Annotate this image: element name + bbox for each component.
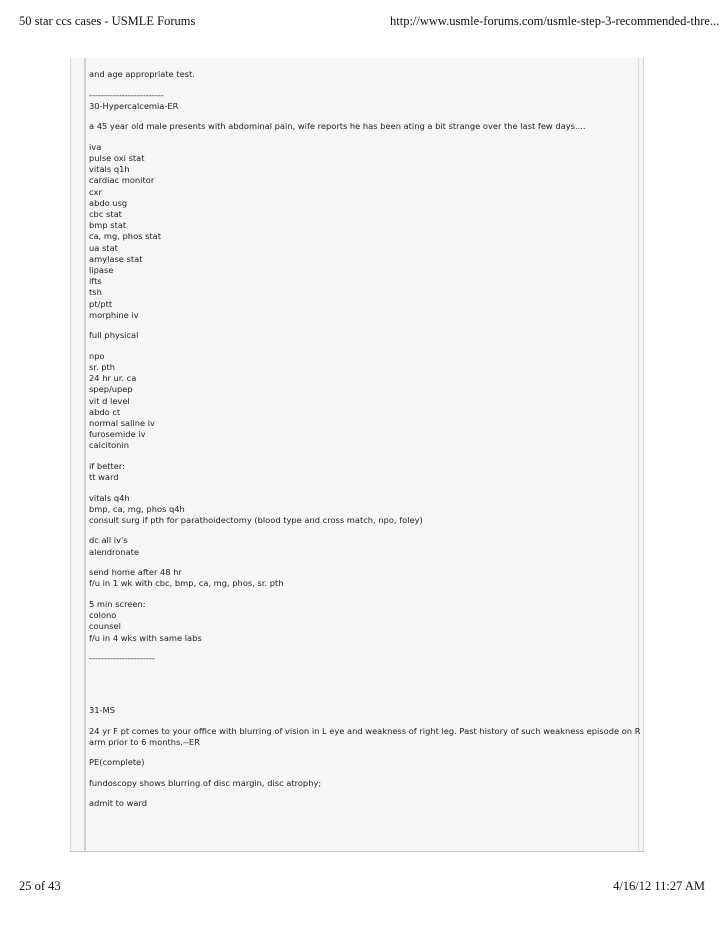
text-line: send home after 48 hr xyxy=(89,567,182,578)
text-line: abdo ct xyxy=(89,406,121,417)
text-line: vitals q1h xyxy=(89,164,130,175)
text-block xyxy=(89,705,641,716)
text-line: lfts xyxy=(89,276,102,287)
text-block xyxy=(89,69,641,80)
page-url: http://www.usmle-forums.com/usmle-step-3-recommended-thre... xyxy=(390,14,720,28)
text-block xyxy=(89,90,641,112)
text-line: pt/ptt xyxy=(89,298,113,309)
text-line: morphine iv xyxy=(89,309,139,320)
text-line: vitals q4h xyxy=(89,492,130,503)
post-left-border xyxy=(84,58,86,851)
text-line: tt ward xyxy=(89,472,119,483)
text-line: ca, mg, phos stat xyxy=(89,231,162,242)
text-line: colono xyxy=(89,610,117,621)
text-block xyxy=(89,674,641,696)
text-line: alendronate xyxy=(89,546,140,557)
text-line: bmp, ca, mg, phos q4h xyxy=(89,503,185,514)
text-line: iva xyxy=(89,141,102,152)
post-bottom-border xyxy=(70,851,644,852)
text-line: a 45 year old male presents with abdominal pain, wife reports he has been ating a bit strange over the last few days.... xyxy=(89,121,586,132)
text-block xyxy=(89,535,641,557)
text-line: dc all iv's xyxy=(89,535,128,546)
text-block xyxy=(89,330,641,341)
text-line xyxy=(89,685,641,696)
text-block xyxy=(89,351,641,452)
document-title: 50 star ccs cases - USMLE Forums xyxy=(19,14,196,28)
text-line: cxr xyxy=(89,186,102,197)
text-line: pulse oxi stat xyxy=(89,152,145,163)
text-block xyxy=(89,142,641,321)
text-block xyxy=(89,798,641,809)
text-line: if better: xyxy=(89,460,125,471)
text-line: 5 min screen: xyxy=(89,598,146,609)
text-line xyxy=(89,674,641,685)
text-block xyxy=(89,778,641,789)
text-line: calcitonin xyxy=(89,440,129,451)
text-block xyxy=(89,461,641,483)
text-line: ------------------------- xyxy=(89,89,164,100)
text-line: ua stat xyxy=(89,242,118,253)
text-line: normal saline iv xyxy=(89,417,155,428)
text-line: furosemide iv xyxy=(89,429,146,440)
text-line: lipase xyxy=(89,264,114,275)
text-line: PE(complete) xyxy=(89,757,145,768)
text-line: sr. pth xyxy=(89,361,116,372)
text-line: 30-Hypercalcemia-ER xyxy=(89,100,179,111)
text-line: ---------------------- xyxy=(89,653,155,663)
text-line: tsh xyxy=(89,287,102,298)
print-timestamp: 4/16/12 11:27 AM xyxy=(613,879,705,893)
text-line: full physical xyxy=(89,330,139,341)
text-line: and age appropriate test. xyxy=(89,69,195,79)
text-line: vit d level xyxy=(89,395,130,406)
text-block xyxy=(89,121,641,132)
text-line: spep/upep xyxy=(89,384,133,395)
text-line: consult surg if pth for parathoidectomy (blood type and cross match, npo, foley) xyxy=(89,514,423,525)
text-line: 24 yr F pt comes to your office with blurring of vision in L eye and weakness of right leg. Past history of such weakness episode on R xyxy=(89,725,641,736)
text-line: cbc stat xyxy=(89,208,122,219)
text-block xyxy=(89,493,641,527)
text-block xyxy=(89,653,641,664)
text-block xyxy=(89,567,641,589)
text-line: 24 hr ur. ca xyxy=(89,373,137,384)
text-line: amylase stat xyxy=(89,253,143,264)
text-line: bmp stat xyxy=(89,220,127,231)
text-line: counsel xyxy=(89,621,121,632)
text-line: admit to ward xyxy=(89,798,147,809)
text-line: f/u in 1 wk with cbc, bmp, ca, mg, phos, sr. pth xyxy=(89,578,284,589)
text-block xyxy=(89,726,641,748)
text-line: f/u in 4 wks with same labs xyxy=(89,632,202,643)
text-line: 31-MS xyxy=(89,705,115,716)
page-number: 25 of 43 xyxy=(19,879,61,893)
text-line: abdo usg xyxy=(89,197,128,208)
text-block xyxy=(89,599,641,644)
text-block xyxy=(89,757,641,768)
post-content xyxy=(89,69,641,819)
text-line: cardiac monitor xyxy=(89,175,155,186)
text-line: arm prior to 6 months.--ER xyxy=(89,736,200,747)
text-line: npo xyxy=(89,350,105,361)
text-line: fundoscopy shows blurring of disc margin, disc atrophy; xyxy=(89,777,322,788)
